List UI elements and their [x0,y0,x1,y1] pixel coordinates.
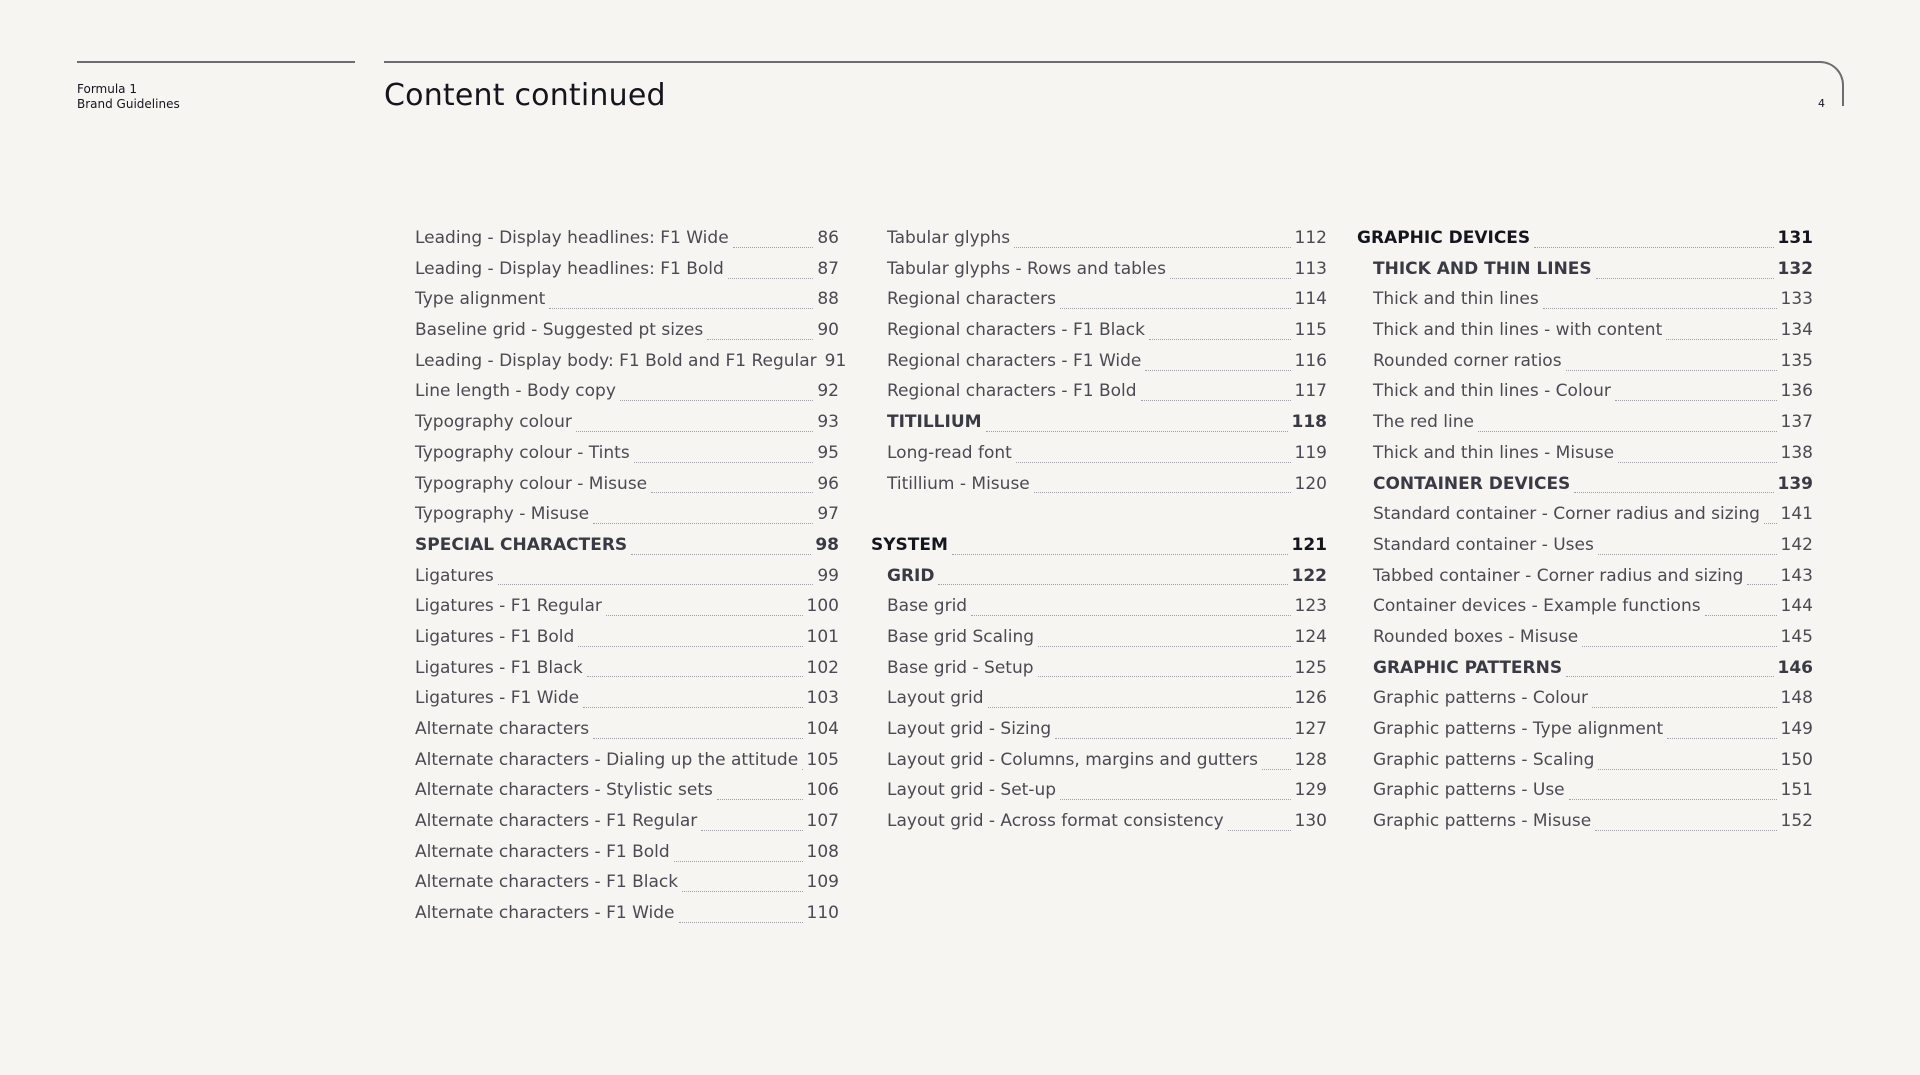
toc-entry-label: Leading - Display headlines: F1 Bold [415,258,724,279]
toc-leader-dots [707,339,813,340]
toc-entry-label: Thick and thin lines - Colour [1373,381,1611,402]
toc-leader-dots [498,584,814,585]
toc-leader-dots [986,431,1288,432]
toc-entry[interactable] [399,504,839,535]
toc-entry[interactable] [1357,535,1813,566]
toc-entry[interactable] [399,658,839,689]
toc-entry[interactable] [399,872,839,903]
toc-entry-page: 130 [1294,811,1327,832]
toc-entry[interactable] [399,474,839,505]
toc-leader-dots [1747,584,1776,585]
toc-leader-dots [988,707,1291,708]
toc-entry[interactable] [871,381,1327,412]
toc-leader-dots [971,615,1290,616]
toc-entry-page: 91 [824,350,847,371]
toc-entry-page: 103 [806,688,839,709]
toc-entry-label: Alternate characters [415,719,590,739]
toc-entry-label: Tabular glyphs [887,228,1011,248]
toc-leader-dots [1478,431,1777,432]
toc-column-1 [399,228,847,934]
toc-entry-page: 124 [1294,626,1327,647]
toc-leader-dots [1034,492,1291,493]
toc-entry-label: Ligatures - F1 Regular [415,596,602,617]
toc-leader-dots [1667,738,1776,739]
toc-entry[interactable] [399,259,839,290]
toc-entry-label: Layout grid - Set-up [887,780,1057,801]
toc-leader-dots [1145,370,1290,371]
toc-entry[interactable] [399,903,839,934]
header-left-rule [77,61,355,63]
toc-entry-page: 98 [815,534,839,555]
toc-entry[interactable] [1357,320,1813,351]
toc-entry-label: Thick and thin lines - with content [1373,320,1663,341]
toc-entry-label: SPECIAL CHARACTERS [415,534,628,555]
toc-entry[interactable] [399,780,839,811]
page-number: 4 [1818,97,1825,110]
toc-entry-page: 112 [1294,228,1327,248]
toc-entry-label: Graphic patterns - Use [1373,780,1565,801]
toc-entry[interactable] [399,627,839,658]
toc-entry[interactable] [871,719,1327,750]
toc-entry-page: 132 [1777,258,1813,279]
toc-entry[interactable] [871,474,1327,505]
toc-entry-label: Rounded corner ratios [1373,350,1562,371]
toc-section-heading[interactable] [871,566,1327,597]
toc-entry-label: Type alignment [415,289,546,310]
toc-entry-page: 105 [806,749,839,770]
toc-entry[interactable] [1357,688,1813,719]
toc-leader-dots [576,431,814,432]
toc-leader-dots [1666,339,1776,340]
toc-entry-label: Long-read font [887,442,1012,463]
toc-entry-page: 135 [1780,350,1813,371]
toc-leader-dots [1534,247,1773,248]
toc-entry-label: Ligatures - F1 Wide [415,688,580,709]
toc-entry[interactable] [1357,811,1813,842]
toc-entry[interactable] [1357,381,1813,412]
toc-entry-label: Regional characters - F1 Black [887,320,1145,341]
toc-leader-dots [679,922,803,923]
toc-entry-label: Thick and thin lines [1373,289,1539,310]
brand-label [77,82,180,112]
toc-entry-label: Ligatures - F1 Bold [415,626,575,647]
toc-entry-page: 149 [1780,719,1813,739]
toc-entry-page: 86 [817,228,839,248]
toc-entry-label: Typography - Misuse [415,504,590,525]
toc-entry-page: 96 [817,473,839,494]
toc-entry[interactable] [1357,596,1813,627]
toc-leader-dots [1618,462,1777,463]
toc-section-heading[interactable] [1357,474,1813,505]
toc-leader-dots [682,891,802,892]
toc-entry-page: 142 [1780,534,1813,555]
toc-entry[interactable] [871,627,1327,658]
toc-entry-page: 90 [817,320,839,341]
toc-entry-page: 146 [1777,657,1813,678]
toc-leader-dots [1055,738,1290,739]
toc-leader-dots [651,492,813,493]
toc-chapter-heading[interactable] [871,535,1327,566]
toc-entry-page: 141 [1780,504,1813,525]
toc-leader-dots [587,676,803,677]
toc-entry-page: 138 [1780,442,1813,463]
brand-line-2: Brand Guidelines [77,97,180,111]
toc-leader-dots [728,278,814,279]
toc-entry-page: 101 [806,626,839,647]
toc-entry-label: Graphic patterns - Type alignment [1373,719,1664,739]
toc-entry-label: Alternate characters - F1 Regular [415,811,698,832]
toc-section-heading[interactable] [871,412,1327,443]
page-title: Content continued [384,78,666,113]
toc-entry-page: 97 [817,504,839,525]
toc-entry-page: 121 [1291,534,1327,555]
toc-entry-label: Standard container - Uses [1373,534,1594,555]
toc-entry-label: Standard container - Corner radius and sizing [1373,504,1760,525]
toc-leader-dots [1566,676,1773,677]
toc-entry-label: The red line [1373,412,1474,433]
toc-entry-label: Layout grid [887,688,984,709]
toc-entry[interactable] [399,750,839,781]
toc-leader-dots [583,707,802,708]
toc-entry-page: 126 [1294,688,1327,709]
toc-entry-page: 102 [806,657,839,678]
toc-entry-page: 134 [1780,320,1813,341]
toc-entry-page: 150 [1780,749,1813,770]
toc-entry[interactable] [1357,566,1813,597]
toc-entry-label: TITILLIUM [887,412,982,433]
toc-entry[interactable] [399,842,839,873]
toc-leader-dots [938,584,1287,585]
toc-entry[interactable] [399,228,839,259]
toc-leader-dots [1014,247,1290,248]
toc-entry-page: 106 [806,780,839,801]
toc-entry[interactable] [871,811,1327,842]
toc-entry-label: Thick and thin lines - Misuse [1373,442,1615,463]
toc-entry-page: 131 [1777,228,1813,248]
toc-entry-page: 136 [1780,381,1813,402]
toc-entry[interactable] [871,259,1327,290]
toc-entry-page: 109 [806,872,839,893]
toc-entry-page: 107 [806,811,839,832]
toc-leader-dots [1016,462,1291,463]
toc-entry-label: Leading - Display body: F1 Bold and F1 Regular [415,350,817,371]
toc-entry-label: Base grid [887,596,968,617]
toc-entry-page: 139 [1777,473,1813,494]
toc-entry-page: 92 [817,381,839,402]
toc-leader-dots [593,738,802,739]
toc-entry-page: 115 [1294,320,1327,341]
toc-entry-label: Container devices - Example functions [1373,596,1701,617]
toc-leader-dots [1574,492,1773,493]
toc-entry[interactable] [871,443,1327,474]
toc-entry-page: 117 [1294,381,1327,402]
toc-entry-label: Regional characters [887,289,1057,310]
toc-entry-page: 123 [1294,596,1327,617]
toc-entry-label: Rounded boxes - Misuse [1373,626,1579,647]
toc-leader-dots [620,400,813,401]
toc-entry[interactable] [871,351,1327,382]
toc-entry[interactable] [1357,719,1813,750]
toc-entry-page: 120 [1294,473,1327,494]
toc-entry[interactable] [399,596,839,627]
toc-entry[interactable] [399,688,839,719]
toc-entry[interactable] [871,228,1327,259]
toc-column-3 [1357,228,1813,842]
toc-entry-page: 99 [817,565,839,586]
toc-leader-dots [1262,769,1291,770]
toc-leader-dots [1582,646,1776,647]
toc-section-heading[interactable] [399,535,839,566]
toc-entry-label: Titillium - Misuse [887,473,1030,494]
toc-entry[interactable] [1357,780,1813,811]
toc-entry[interactable] [1357,351,1813,382]
toc-leader-dots [631,554,811,555]
toc-entry-page: 104 [806,719,839,739]
toc-entry-label: Typography colour [415,412,572,433]
toc-entry[interactable] [399,811,839,842]
toc-leader-dots [1060,799,1291,800]
toc-chapter-heading[interactable] [1357,228,1813,259]
toc-section-heading[interactable] [1357,658,1813,689]
toc-leader-dots [1598,554,1777,555]
toc-entry-label: Graphic patterns - Misuse [1373,811,1592,832]
toc-entry-page: 145 [1780,626,1813,647]
toc-entry-label: Regional characters - F1 Wide [887,350,1142,371]
toc-entry-page: 116 [1294,350,1327,371]
toc-entry-page: 95 [817,442,839,463]
toc-entry[interactable] [871,750,1327,781]
toc-leader-dots [1038,676,1291,677]
toc-leader-dots [1595,830,1776,831]
toc-entry-page: 118 [1291,412,1327,433]
toc-entry[interactable] [1357,504,1813,535]
toc-entry[interactable] [399,443,839,474]
toc-entry-page: 110 [806,903,839,924]
toc-entry-label: GRAPHIC DEVICES [1357,228,1531,248]
toc-entry-page: 144 [1780,596,1813,617]
toc-entry-page: 119 [1294,442,1327,463]
toc-leader-dots [701,830,802,831]
toc-leader-dots [593,523,813,524]
toc-leader-dots [1543,308,1777,309]
toc-entry-page: 129 [1294,780,1327,801]
toc-leader-dots [1592,707,1777,708]
toc-entry[interactable] [399,412,839,443]
toc-leader-dots [1060,308,1291,309]
toc-entry[interactable] [871,658,1327,689]
toc-entry-page: 113 [1294,258,1327,279]
toc-leader-dots [1170,278,1291,279]
toc-entry-page: 122 [1291,565,1327,586]
toc-entry-label: Typography colour - Tints [415,442,630,463]
toc-leader-dots [1569,799,1777,800]
toc-section-heading[interactable] [1357,259,1813,290]
brand-line-1: Formula 1 [77,82,137,96]
toc-entry-label: CONTAINER DEVICES [1373,473,1571,494]
toc-entry-label: Base grid - Setup [887,657,1034,678]
toc-entry-page: 137 [1780,412,1813,433]
toc-leader-dots [674,861,803,862]
toc-entry-label: Alternate characters - Dialing up the attitude [415,749,799,770]
toc-entry-page: 93 [817,412,839,433]
toc-entry[interactable] [399,381,839,412]
toc-entry-label: GRAPHIC PATTERNS [1373,657,1563,678]
toc-leader-dots [733,247,814,248]
toc-entry-label: Graphic patterns - Colour [1373,688,1589,709]
toc-entry-page: 108 [806,841,839,862]
toc-entry-page: 133 [1780,289,1813,310]
toc-entry-label: Alternate characters - Stylistic sets [415,780,713,801]
toc-entry[interactable] [399,289,839,320]
toc-entry-page: 143 [1780,565,1813,586]
toc-entry[interactable] [871,289,1327,320]
toc-entry-label: Tabbed container - Corner radius and sizing [1373,565,1744,586]
toc-leader-dots [717,799,803,800]
toc-leader-dots [1566,370,1777,371]
toc-entry-label: Line length - Body copy [415,381,616,402]
toc-entry[interactable] [871,688,1327,719]
toc-leader-dots [1141,400,1291,401]
toc-entry-label: SYSTEM [871,534,948,555]
toc-leader-dots [1598,769,1776,770]
toc-entry-label: Layout grid - Across format consistency [887,811,1224,832]
toc-column-2 [871,228,1327,842]
toc-entry[interactable] [399,719,839,750]
toc-leader-dots [952,554,1288,555]
toc-entry[interactable] [1357,289,1813,320]
toc-entry[interactable] [1357,412,1813,443]
toc-entry-label: Layout grid - Sizing [887,719,1052,739]
toc-entry-label: THICK AND THIN LINES [1373,258,1592,279]
toc-entry-page: 87 [817,258,839,279]
toc-entry-page: 152 [1780,811,1813,832]
toc-entry[interactable] [871,780,1327,811]
toc-entry-page: 128 [1294,749,1327,770]
toc-entry-page: 151 [1780,780,1813,801]
toc-entry-label: Base grid Scaling [887,626,1035,647]
toc-entry-page: 148 [1780,688,1813,709]
toc-entry[interactable] [1357,750,1813,781]
toc-leader-dots [549,308,813,309]
toc-leader-dots [1596,278,1774,279]
toc-entry-label: Leading - Display headlines: F1 Wide [415,228,729,248]
toc-entry[interactable] [871,320,1327,351]
toc-entry-page: 88 [817,289,839,310]
toc-leader-dots [606,615,803,616]
toc-entry-label: Alternate characters - F1 Black [415,872,679,893]
toc-entry[interactable] [399,320,839,351]
toc-leader-dots [1038,646,1290,647]
toc-leader-dots [1615,400,1777,401]
toc-leader-dots [634,462,814,463]
toc-leader-dots [1228,830,1291,831]
toc-leader-dots [1705,615,1777,616]
toc-entry-label: Regional characters - F1 Bold [887,381,1137,402]
toc-entry-label: Ligatures [415,565,494,586]
toc-entry-label: Typography colour - Misuse [415,473,648,494]
toc-entry-page: 127 [1294,719,1327,739]
toc-entry-page: 114 [1294,289,1327,310]
toc-leader-dots [1149,339,1291,340]
toc-entry-label: Baseline grid - Suggested pt sizes [415,320,704,341]
toc-entry[interactable] [399,566,839,597]
toc-leader-dots [578,646,802,647]
toc-entry-label: Ligatures - F1 Black [415,657,583,678]
toc-entry[interactable] [1357,443,1813,474]
toc-entry-label: Tabular glyphs - Rows and tables [887,258,1166,279]
toc-entry[interactable] [1357,627,1813,658]
toc-entry-label: Alternate characters - F1 Wide [415,903,675,924]
toc-entry[interactable] [871,596,1327,627]
toc-entry-label: GRID [887,565,935,586]
toc-entry-page: 125 [1294,657,1327,678]
toc-leader-dots [1764,523,1777,524]
toc-entry-label: Graphic patterns - Scaling [1373,749,1595,770]
toc-entry[interactable] [399,350,847,382]
toc-entry-label: Alternate characters - F1 Bold [415,841,670,862]
toc-entry-page: 100 [806,596,839,617]
toc-entry-label: Layout grid - Columns, margins and gutters [887,749,1259,770]
